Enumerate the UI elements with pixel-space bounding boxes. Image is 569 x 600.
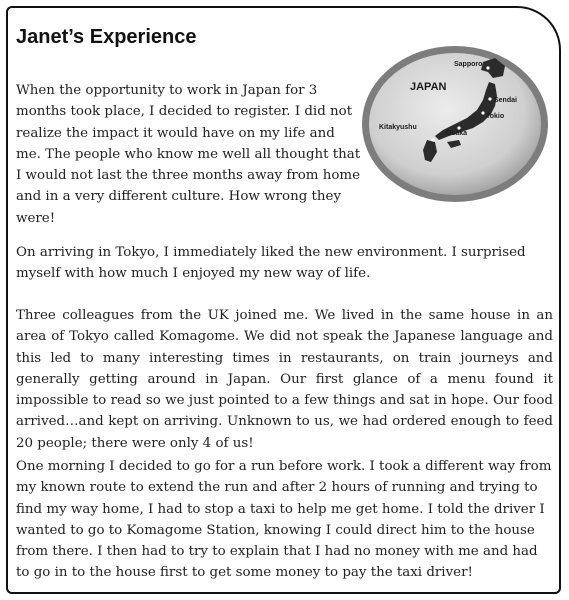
map-country-label: JAPAN — [410, 81, 447, 93]
japan-map-illustration — [355, 44, 550, 204]
city-label-tokio: Tokio — [486, 113, 505, 120]
paragraph-colleagues: Three colleagues from the UK joined me. We lived in the same house in an area of Tokyo called Komagome. We did not speak the Japanese language and this led to many interesting times in restaurants, on train journeys and generally getting around in Japan. Our first glance of a menu found it impossible to read so we just pointed to a few things and sat in hope. Our food arrived…and kept on arriving. Unknown to us, we had ordered enough to feed 20 people; there were only 4 of us! — [16, 308, 553, 451]
tokio-dot — [481, 111, 484, 114]
sendai-dot — [488, 97, 491, 100]
city-label-osaka: Osaka — [446, 130, 468, 137]
city-label-sapporo: Sapporo — [454, 61, 483, 68]
kitakyushu-dot — [431, 138, 434, 141]
paragraph-arrival: On arriving in Tokyo, I immediately liked the new environment. I surprised myself with how much I enjoyed my new way of life. — [16, 245, 526, 282]
sapporo-dot — [486, 66, 489, 69]
city-label-kitakyushu: Kitakyushu — [379, 124, 417, 131]
article-title: Janet’s Experience — [16, 26, 197, 48]
paragraph-intro: When the opportunity to work in Japan for 3 months took place, I decided to register. I did not realize the impact it would have on my life and me. The people who know me well all thought that I would not last the three months away from home and in a very different culture. How wrong they were! — [16, 83, 361, 226]
city-label-sendai: Sendai — [494, 97, 517, 104]
paragraph-run: One morning I decided to go for a run before work. I took a different way from my known route to extend the run and after 2 hours of running and trying to find my way home, I had to stop a taxi to help me get home. I told the driver I wanted to go to Komagome Station, knowing I could direct him to the house from there. I then had to try to explain that I had no money with me and had to go in to the house first to get some money to pay the taxi driver! — [16, 459, 552, 581]
